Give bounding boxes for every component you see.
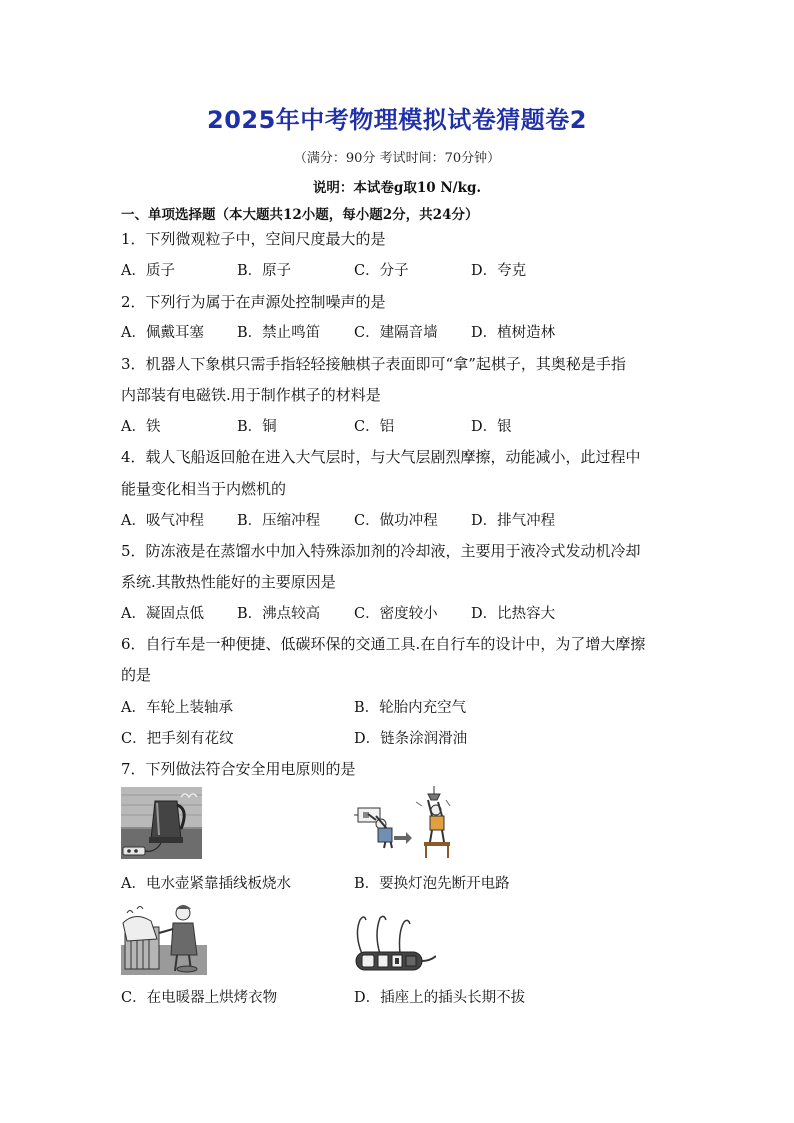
plugs-left-in-socket-illustration: [354, 914, 436, 974]
question-3-option-b: B．铜: [237, 419, 277, 435]
question-3-option-c: C．铝: [354, 419, 395, 435]
question-2-option-c: C．建隔音墙: [354, 325, 438, 341]
question-3-stem-line2: 内部装有电磁铁.用于制作棋子的材料是: [121, 386, 381, 404]
question-1-option-d: D．夸克: [471, 263, 527, 279]
question-6-option-d: D．链条涂润滑油: [354, 731, 468, 747]
question-3-option-a: A．铁: [121, 419, 161, 435]
question-5-option-a: A．凝固点低: [121, 606, 204, 622]
question-2-option-d: D．植树造林: [471, 325, 556, 341]
question-4-option-b: B．压缩冲程: [237, 513, 321, 529]
question-6-option-c: C．把手刻有花纹: [121, 731, 234, 747]
question-4-option-c: C．做功冲程: [354, 513, 438, 529]
question-4-option-a: A．吸气冲程: [121, 513, 204, 529]
question-4-option-d: D．排气冲程: [471, 513, 556, 529]
exam-note: 说明：本试卷g取10 N/kg.: [312, 180, 482, 196]
question-4-stem-line2: 能量变化相当于内燃机的: [121, 480, 287, 498]
question-7-stem: 7．下列做法符合安全用电原则的是: [121, 760, 356, 778]
exam-title: 2025年中考物理模拟试卷猜题卷2: [207, 106, 587, 134]
question-2-option-b: B．禁止鸣笛: [237, 325, 321, 341]
drying-clothes-on-heater-illustration: [121, 899, 207, 975]
switch-off-before-changing-bulb-illustration: [354, 786, 454, 860]
question-1-option-c: C．分子: [354, 263, 409, 279]
question-5-stem-line2: 系统.其散热性能好的主要原因是: [121, 573, 336, 591]
question-5-option-b: B．沸点较高: [237, 606, 321, 622]
question-7-option-b: B．要换灯泡先断开电路: [354, 876, 510, 892]
question-2-stem: 2．下列行为属于在声源处控制噪声的是: [121, 293, 386, 311]
kettle-near-power-strip-illustration: [121, 787, 202, 859]
question-5-option-d: D．比热容大: [471, 606, 556, 622]
question-1-option-b: B．原子: [237, 263, 292, 279]
section-heading: 一、单项选择题（本大题共12小题，每小题2分，共24分）: [121, 207, 479, 223]
question-2-option-a: A．佩戴耳塞: [121, 325, 204, 341]
question-5-stem-line1: 5．防冻液是在蒸馏水中加入特殊添加剂的冷却液，主要用于液冷式发动机冷却: [121, 542, 641, 560]
question-6-stem-line1: 6．自行车是一种便捷、低碳环保的交通工具.在自行车的设计中，为了增大摩擦: [121, 635, 646, 653]
question-6-option-a: A．车轮上装轴承: [121, 700, 233, 716]
question-6-stem-line2: 的是: [121, 666, 152, 684]
question-5-option-c: C．密度较小: [354, 606, 438, 622]
question-3-option-d: D．银: [471, 419, 512, 435]
exam-subtitle: （满分：90分 考试时间：70分钟）: [293, 151, 501, 166]
question-4-stem-line1: 4．载人飞船返回舱在进入大气层时，与大气层剧烈摩擦，动能减小，此过程中: [121, 448, 641, 466]
question-3-stem-line1: 3．机器人下象棋只需手指轻轻接触棋子表面即可“拿”起棋子，其奥秘是手指: [121, 355, 626, 373]
question-7-option-d: D．插座上的插头长期不拔: [354, 990, 526, 1006]
question-1-stem: 1．下列微观粒子中，空间尺度最大的是: [121, 230, 386, 248]
question-1-option-a: A．质子: [121, 263, 175, 279]
question-7-option-c: C．在电暖器上烘烤衣物: [121, 990, 278, 1006]
question-6-option-b: B．轮胎内充空气: [354, 700, 467, 716]
question-7-option-a: A．电水壶紧靠插线板烧水: [121, 876, 291, 892]
